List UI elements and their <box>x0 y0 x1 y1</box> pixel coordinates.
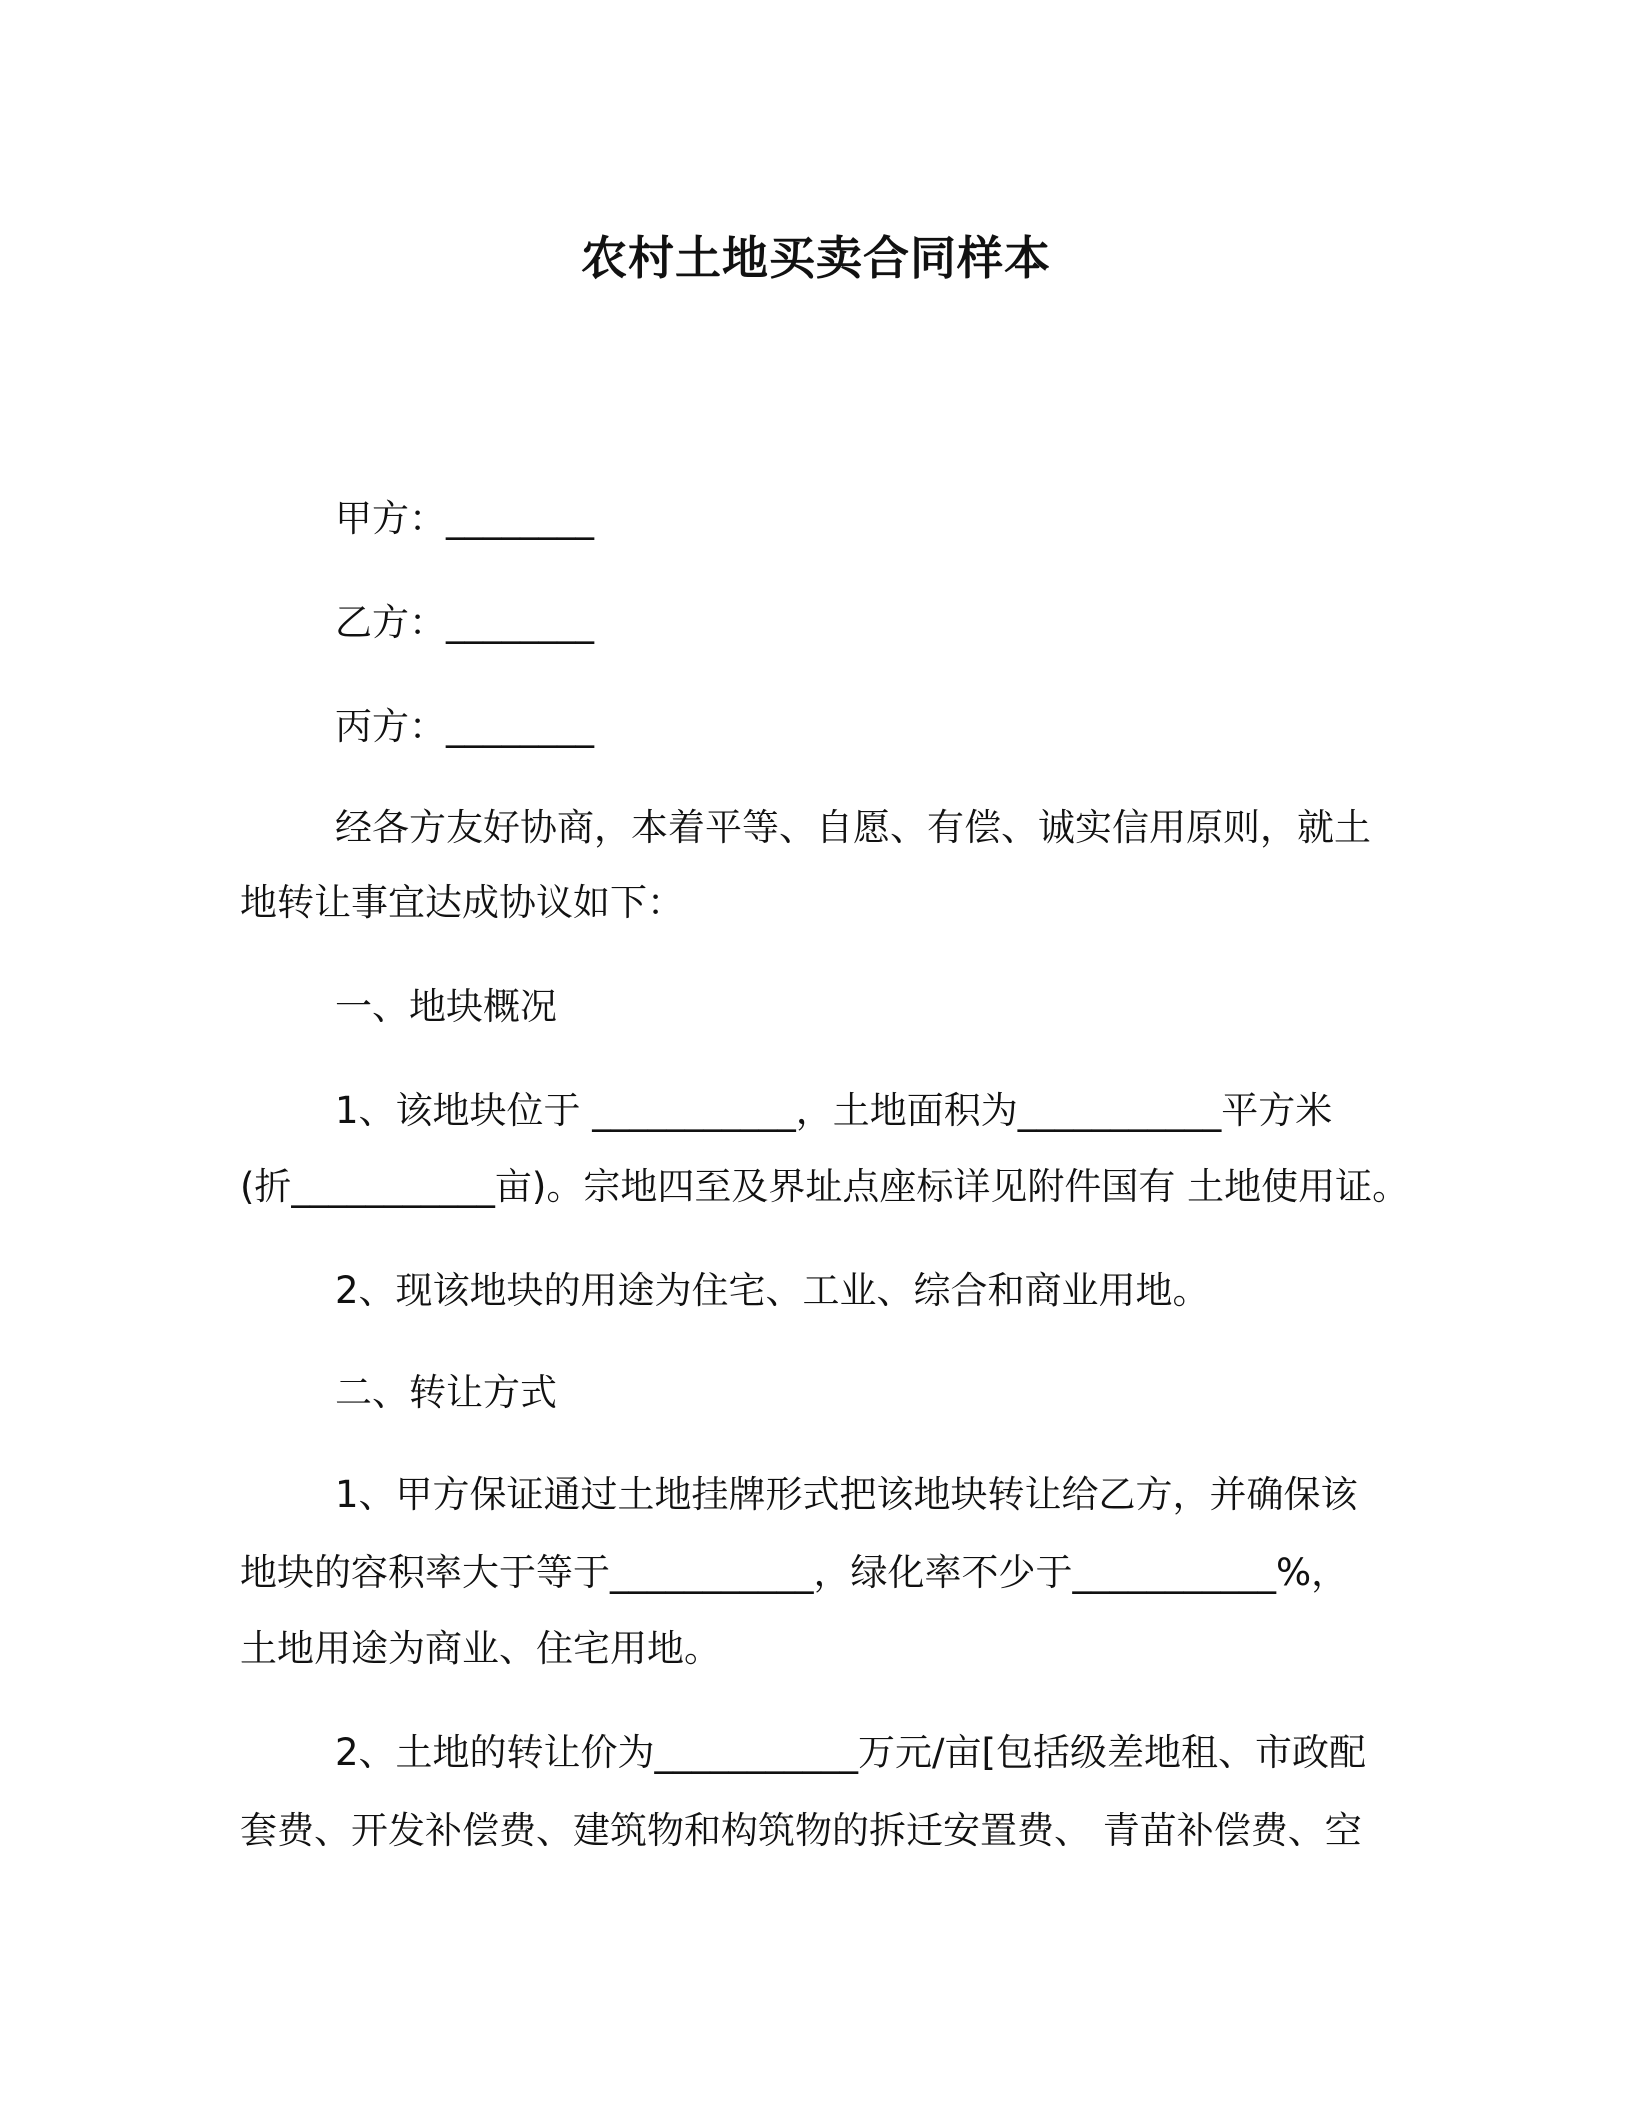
s2-item2-line-1: 2、土地的转让价为___________万元/亩[包括级差地租、市政配 <box>335 1731 1366 1774</box>
s2-item1-line-3: 土地用途为商业、住宅用地。 <box>240 1627 721 1670</box>
s2-item1-line-2: 地块的容积率大于等于___________，绿化率不少于___________%， <box>240 1551 1349 1594</box>
s1-item1-line-1: 1、该地块位于 ___________，土地面积为___________平方米 <box>335 1089 1333 1132</box>
s2-item1-line-1: 1、甲方保证通过土地挂牌形式把该地块转让给乙方，并确保该 <box>335 1473 1358 1516</box>
section-1-heading: 一、地块概况 <box>335 985 557 1028</box>
preamble-line-1: 经各方友好协商，本着平等、自愿、有偿、诚实信用原则，就土 <box>335 806 1371 849</box>
s1-item1-line-2: (折___________亩)。宗地四至及界址点座标详见附件国有 土地使用证。 <box>240 1165 1410 1208</box>
party-b-line: 乙方：________ <box>335 601 594 644</box>
s1-item2: 2、现该地块的用途为住宅、工业、综合和商业用地。 <box>335 1269 1210 1312</box>
section-2-heading: 二、转让方式 <box>335 1371 557 1414</box>
party-c-line: 丙方：________ <box>335 705 594 748</box>
s2-item2-line-2: 套费、开发补偿费、建筑物和构筑物的拆迁安置费、 青苗补偿费、空 <box>240 1809 1362 1852</box>
preamble-line-2: 地转让事宜达成协议如下： <box>240 881 684 924</box>
party-a-line: 甲方：________ <box>335 497 594 540</box>
document-title: 农村土地买卖合同样本 <box>581 231 1051 285</box>
